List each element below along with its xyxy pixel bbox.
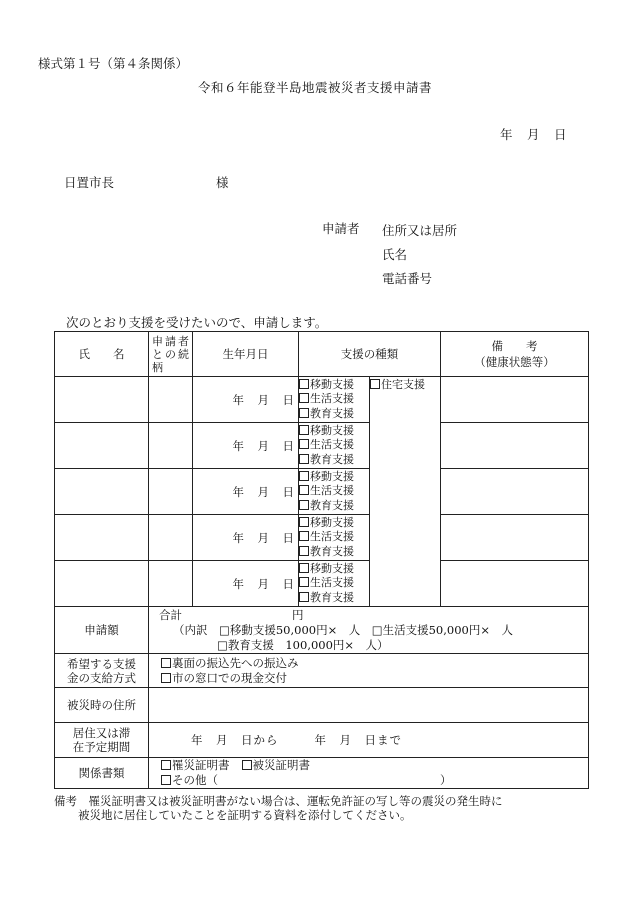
application-date[interactable]: 年 月 日: [500, 127, 568, 142]
checkbox[interactable]: [299, 393, 309, 403]
checkbox[interactable]: [299, 531, 309, 541]
support-options-cell: [299, 469, 370, 515]
header-remarks: [441, 332, 589, 377]
header-support: 支援の種類: [299, 332, 441, 377]
support-options-cell: [299, 377, 370, 423]
person-name-cell[interactable]: [55, 561, 149, 607]
application-table: [54, 331, 589, 789]
applicant-name-label[interactable]: 氏名: [382, 247, 408, 262]
form-number: 様式第１号（第４条関係）: [38, 56, 189, 71]
addressee: [64, 173, 229, 191]
support-option[interactable]: 教育支援: [299, 545, 369, 560]
support-option[interactable]: 生活支援: [299, 438, 369, 453]
applicant-fields: [382, 219, 457, 291]
support-option[interactable]: 教育支援: [299, 453, 369, 468]
checkbox[interactable]: [161, 658, 171, 668]
person-remarks-cell[interactable]: [441, 377, 589, 423]
support-option[interactable]: 移動支援: [299, 470, 369, 485]
support-option[interactable]: 移動支援: [299, 562, 369, 577]
checkbox[interactable]: [299, 485, 309, 495]
support-option[interactable]: 生活支援: [299, 484, 369, 499]
person-relation-cell[interactable]: [149, 423, 193, 469]
period-row-content[interactable]: [149, 723, 589, 758]
period-row: [55, 723, 589, 758]
applicant-phone-label[interactable]: 電話番号: [382, 271, 433, 286]
documents-options-line1: [161, 758, 588, 773]
support-option[interactable]: 教育支援: [299, 499, 369, 514]
checkbox[interactable]: [299, 546, 309, 556]
method-option-cash[interactable]: 市の窓口での現金交付: [161, 671, 588, 686]
checkbox[interactable]: [299, 425, 309, 435]
documents-label: 関係書類: [55, 758, 149, 789]
person-name-cell[interactable]: [55, 377, 149, 423]
checkbox[interactable]: [161, 673, 171, 683]
note: [54, 794, 594, 822]
disaster-address-row: [55, 688, 589, 723]
support-options-cell: [299, 561, 370, 607]
support-option[interactable]: 移動支援: [299, 424, 369, 439]
checkbox[interactable]: [299, 592, 309, 602]
person-relation-cell[interactable]: [149, 469, 193, 515]
checkbox[interactable]: [161, 760, 171, 770]
applicant-label: 申請者: [322, 221, 360, 236]
disaster-address-row-content[interactable]: [149, 688, 589, 723]
amount-row-content[interactable]: [149, 607, 589, 654]
amount-label: 申請額: [55, 607, 149, 654]
support-option[interactable]: 生活支援: [299, 576, 369, 591]
support-options-cell: [299, 423, 370, 469]
checkbox[interactable]: [370, 379, 380, 389]
documents-row: [55, 758, 589, 789]
intro-text: 次のとおり支援を受けたいので、申請します。: [66, 315, 328, 330]
header-relation: 申請者との続柄: [149, 332, 193, 377]
person-name-cell[interactable]: [55, 515, 149, 561]
checkbox[interactable]: [299, 517, 309, 527]
checkbox[interactable]: [299, 471, 309, 481]
method-label: 希望する支援 金の支給方式: [55, 654, 149, 688]
person-relation-cell[interactable]: [149, 515, 193, 561]
person-row: [55, 469, 589, 515]
period-range[interactable]: 年 月 日から 年 月 日まで: [191, 733, 402, 747]
table-header-row: [55, 332, 589, 377]
disaster-address-label: 被災時の住所: [55, 688, 149, 723]
checkbox[interactable]: [242, 760, 252, 770]
support-options-cell: [299, 515, 370, 561]
person-name-cell[interactable]: [55, 423, 149, 469]
header-remarks-sub: （健康状態等）: [474, 355, 555, 369]
person-name-cell[interactable]: [55, 469, 149, 515]
housing-support-cell: [370, 377, 441, 607]
person-remarks-cell[interactable]: [441, 515, 589, 561]
checkbox[interactable]: [161, 775, 171, 785]
doc-option-risai[interactable]: 罹災証明書: [161, 758, 230, 772]
amount-row: [55, 607, 589, 654]
person-birth-cell[interactable]: 年 月 日: [193, 423, 299, 469]
amount-breakdown-1[interactable]: （内訳 □移動支援50,000円× 人 □生活支援50,000円× 人: [173, 622, 513, 637]
checkbox[interactable]: [299, 454, 309, 464]
checkbox[interactable]: [299, 408, 309, 418]
method-row: [55, 654, 589, 688]
person-relation-cell[interactable]: [149, 561, 193, 607]
support-option[interactable]: 生活支援: [299, 392, 369, 407]
header-birth: 生年月日: [193, 332, 299, 377]
person-relation-cell[interactable]: [149, 377, 193, 423]
person-row: [55, 515, 589, 561]
header-remarks-title: 備 考: [491, 339, 538, 353]
checkbox[interactable]: [299, 439, 309, 449]
form-title: 令和６年能登半島地震被災者支援申請書: [197, 80, 432, 95]
person-row: [55, 423, 589, 469]
documents-row-content[interactable]: [149, 758, 589, 789]
checkbox[interactable]: [299, 379, 309, 389]
checkbox[interactable]: [299, 563, 309, 573]
addressee-name: 日置市長: [64, 175, 115, 190]
doc-option-hisai[interactable]: 被災証明書: [242, 758, 311, 772]
support-option[interactable]: 教育支援: [299, 407, 369, 422]
support-option[interactable]: 移動支援: [299, 516, 369, 531]
period-label: 居住又は滞 在予定期間: [55, 723, 149, 758]
note-line1: 備考 罹災証明書又は被災証明書がない場合は、運転免許証の写し等の震災の発生時に: [54, 794, 503, 808]
checkbox[interactable]: [299, 577, 309, 587]
method-option-transfer[interactable]: 裏面の振込先への振込み: [161, 656, 588, 671]
honorific: 様: [216, 175, 229, 190]
doc-option-other[interactable]: その他（ ）: [161, 773, 588, 788]
person-birth-cell[interactable]: 年 月 日: [193, 377, 299, 423]
note-line2: 被災地に居住していたことを証明する資料を添付してください。: [78, 808, 412, 822]
amount-total[interactable]: 合計 円: [159, 607, 304, 622]
person-remarks-cell[interactable]: [441, 469, 589, 515]
applicant-address-label[interactable]: 住所又は居所: [382, 223, 458, 238]
person-remarks-cell[interactable]: [441, 423, 589, 469]
person-birth-cell[interactable]: 年 月 日: [193, 561, 299, 607]
support-option[interactable]: 教育支援: [299, 591, 369, 606]
support-option[interactable]: 生活支援: [299, 530, 369, 545]
person-remarks-cell[interactable]: [441, 561, 589, 607]
checkbox[interactable]: [299, 500, 309, 510]
amount-breakdown-2[interactable]: □教育支援 100,000円× 人）: [217, 637, 389, 652]
support-option[interactable]: 移動支援: [299, 378, 369, 393]
header-name: 氏 名: [55, 332, 149, 377]
person-birth-cell[interactable]: 年 月 日: [193, 469, 299, 515]
housing-support-option[interactable]: 住宅支援: [370, 378, 440, 393]
method-row-content[interactable]: [149, 654, 589, 688]
person-birth-cell[interactable]: 年 月 日: [193, 515, 299, 561]
person-row: [55, 377, 589, 423]
person-row: [55, 561, 589, 607]
